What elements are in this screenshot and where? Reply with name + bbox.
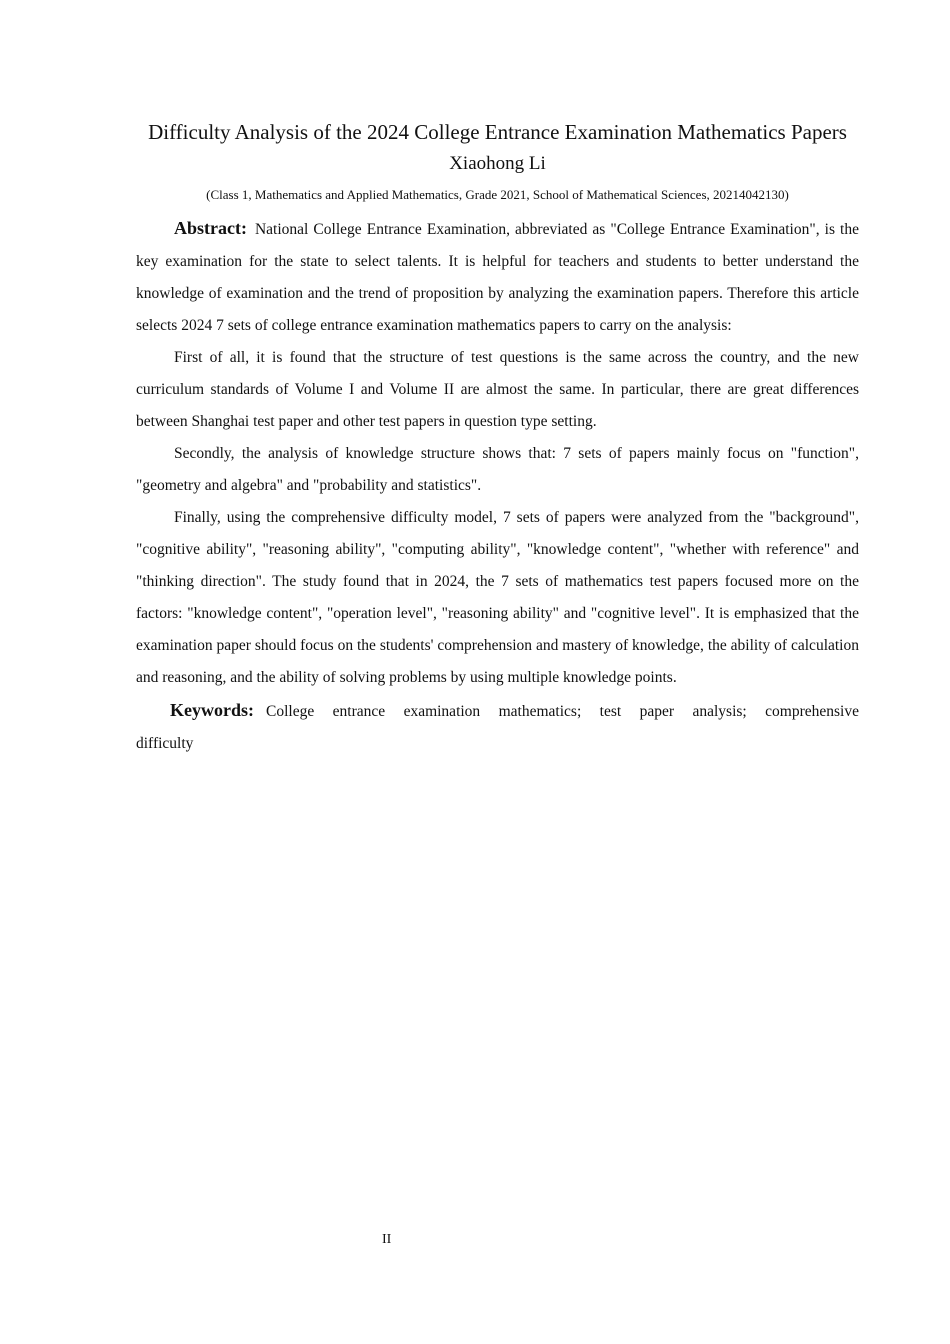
keywords-section <box>136 694 859 760</box>
abstract-paragraph-4: Finally, using the comprehensive difficulty model, 7 sets of papers were analyzed from the "background", "cognitive ability", "reasoning ability", "computing ability", "knowledge content", "whether with reference" and "thinking direction". The study found that in 2024, the 7 sets of mathematics test papers focused more on the factors: "knowledge content", "operation level", "reasoning ability" and "cognitive level". It is emphasized that the examination paper should focus on the students' comprehension and mastery of knowledge, the ability of calculation and reasoning, and the ability of solving problems by using multiple knowledge points. <box>136 509 859 686</box>
author-affiliation: (Class 1, Mathematics and Applied Mathematics, Grade 2021, School of Mathematical Sciences, 20214042130) <box>206 187 789 202</box>
page-number: II <box>382 1232 392 1247</box>
abstract-paragraph-3: Secondly, the analysis of knowledge structure shows that: 7 sets of papers mainly focus on "function", "geometry and algebra" and "probability and statistics". <box>136 445 859 494</box>
document-page <box>136 116 859 760</box>
abstract-paragraph-text: National College Entrance Examination, abbreviated as "College Entrance Examination", is the key examination for the state to select talents. It is helpful for teachers and students to better understand the knowledge of examination and the trend of proposition by analyzing the examination papers. Therefore this article selects 2024 7 sets of college entrance examination mathematics papers to carry on the analysis: <box>136 221 859 334</box>
paper-title: Difficulty Analysis of the 2024 College Entrance Examination Mathematics Papers <box>148 120 847 144</box>
abstract-paragraph-2: First of all, it is found that the structure of test questions is the same across the country, and the new curriculum standards of Volume I and Volume II are almost the same. In particular, there are great differences between Shanghai test paper and other test papers in question type setting. <box>136 349 859 430</box>
abstract-paragraph-1 <box>136 212 859 342</box>
keywords-label: Keywords: <box>170 700 254 720</box>
abstract-label: Abstract: <box>174 218 247 238</box>
author-name: Xiaohong Li <box>449 153 546 174</box>
abstract-section <box>136 212 859 694</box>
keywords-text: College entrance examination mathematics; test paper analysis; comprehensive difficulty <box>136 703 859 752</box>
